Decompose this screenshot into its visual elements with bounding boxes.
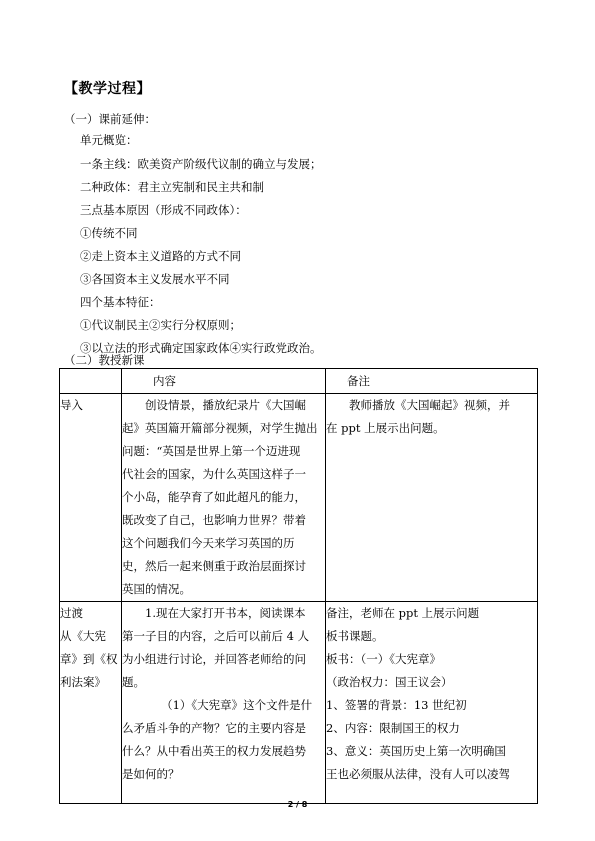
overview-line: 四个基本特征： (80, 295, 161, 309)
content-line: 代社会的国家，为什么英国这样子一 (122, 467, 306, 481)
note-line: 在 ppt 上展示出问题。 (326, 421, 445, 435)
content-line: 什么？从中看出英王的权力发展趋势 (122, 744, 306, 758)
overview-line: 二种政体：君主立宪制和民主共和制 (80, 180, 264, 194)
table-row (60, 602, 538, 804)
content-line: 为小组进行讨论，并回答老师给的问 (122, 652, 306, 666)
overview-line: ③各国资本主义发展水平不同 (80, 272, 230, 286)
overview-line: 单元概览： (80, 133, 138, 147)
content-line: 是如何的？ (122, 767, 180, 781)
content-line: 第一子目的内容，之后可以前后 4 人 (122, 629, 310, 643)
section-title: 【教学过程】 (64, 81, 151, 97)
note-line: 1、签署的背景：13 世纪初 (326, 698, 467, 712)
row-label-text: 从《大宪 (60, 629, 106, 643)
note-line: 3、意义：英国历史上第一次明确国 (326, 744, 506, 758)
note-line: 板书课题。 (326, 629, 384, 643)
row-content (122, 394, 326, 602)
row-content (122, 602, 326, 804)
content-line: 这个问题我们今天来学习英国的历 (122, 536, 295, 550)
content-line: 1.现在大家打开书本，阅读课本 (145, 606, 306, 620)
row-label (60, 602, 122, 804)
note-line: 备注，老师在 ppt 上展示问题 (326, 606, 480, 620)
overview-line: ②走上资本主义道路的方式不同 (80, 249, 241, 263)
row-label-text: 导入 (60, 398, 83, 412)
content-line: 个小岛，能孕育了如此超凡的能力， (122, 490, 306, 504)
page-number: 2 / 8 (287, 800, 308, 809)
part1-heading: （一）课前延伸： (64, 112, 156, 126)
content-line: 题。 (122, 675, 145, 689)
overview-line: 一条主线：欧美资产阶级代议制的确立与发展； (80, 157, 322, 171)
note-line: 2、内容：限制国王的权力 (326, 721, 460, 735)
note-line: 教师播放《大国崛起》视频，并 (349, 398, 510, 412)
content-line: 史，然后一起来侧重于政治层面探讨 (122, 559, 306, 573)
note-line: （政治权力：国王议会） (326, 675, 453, 689)
overview-line: ③以立法的形式确定国家政体④实行政党政治。 (80, 341, 322, 355)
content-line: 英国的情况。 (122, 582, 191, 596)
content-line: 起》英国篇开篇部分视频，对学生抛出 (122, 421, 318, 435)
row-note (326, 394, 538, 602)
row-label-text: 章》到《权 (60, 652, 118, 666)
lesson-table (59, 368, 538, 804)
header-content: 内容 (122, 369, 326, 394)
content-line: 创设情景，播放纪录片《大国崛 (145, 398, 306, 412)
row-note (326, 602, 538, 804)
header-cell (60, 369, 122, 394)
overview-line: ①代议制民主②实行分权原则； (80, 318, 241, 332)
row-label-text: 过渡 (60, 606, 83, 620)
content-line: （1）《大宪章》这个文件是什 (161, 698, 313, 712)
content-line: 么矛盾斗争的产物？它的主要内容是 (122, 721, 306, 735)
table-header-row (60, 369, 538, 394)
table-row (60, 394, 538, 602)
note-line: 板书：（一）《大宪章》 (326, 652, 441, 666)
overview-line: ①传统不同 (80, 226, 138, 240)
header-note: 备注 (326, 369, 538, 394)
row-label (60, 394, 122, 602)
row-label-text: 利法案》 (60, 675, 106, 689)
content-line: 问题：“英国是世界上第一个迈进现 (122, 444, 301, 458)
content-line: 既改变了自己，也影响力世界？带着 (122, 513, 306, 527)
part2-heading: （二）教授新课 (64, 353, 145, 367)
note-line: 王也必须服从法律，没有人可以凌驾 (326, 767, 510, 781)
overview-line: 三点基本原因（形成不同政体）： (80, 203, 247, 217)
